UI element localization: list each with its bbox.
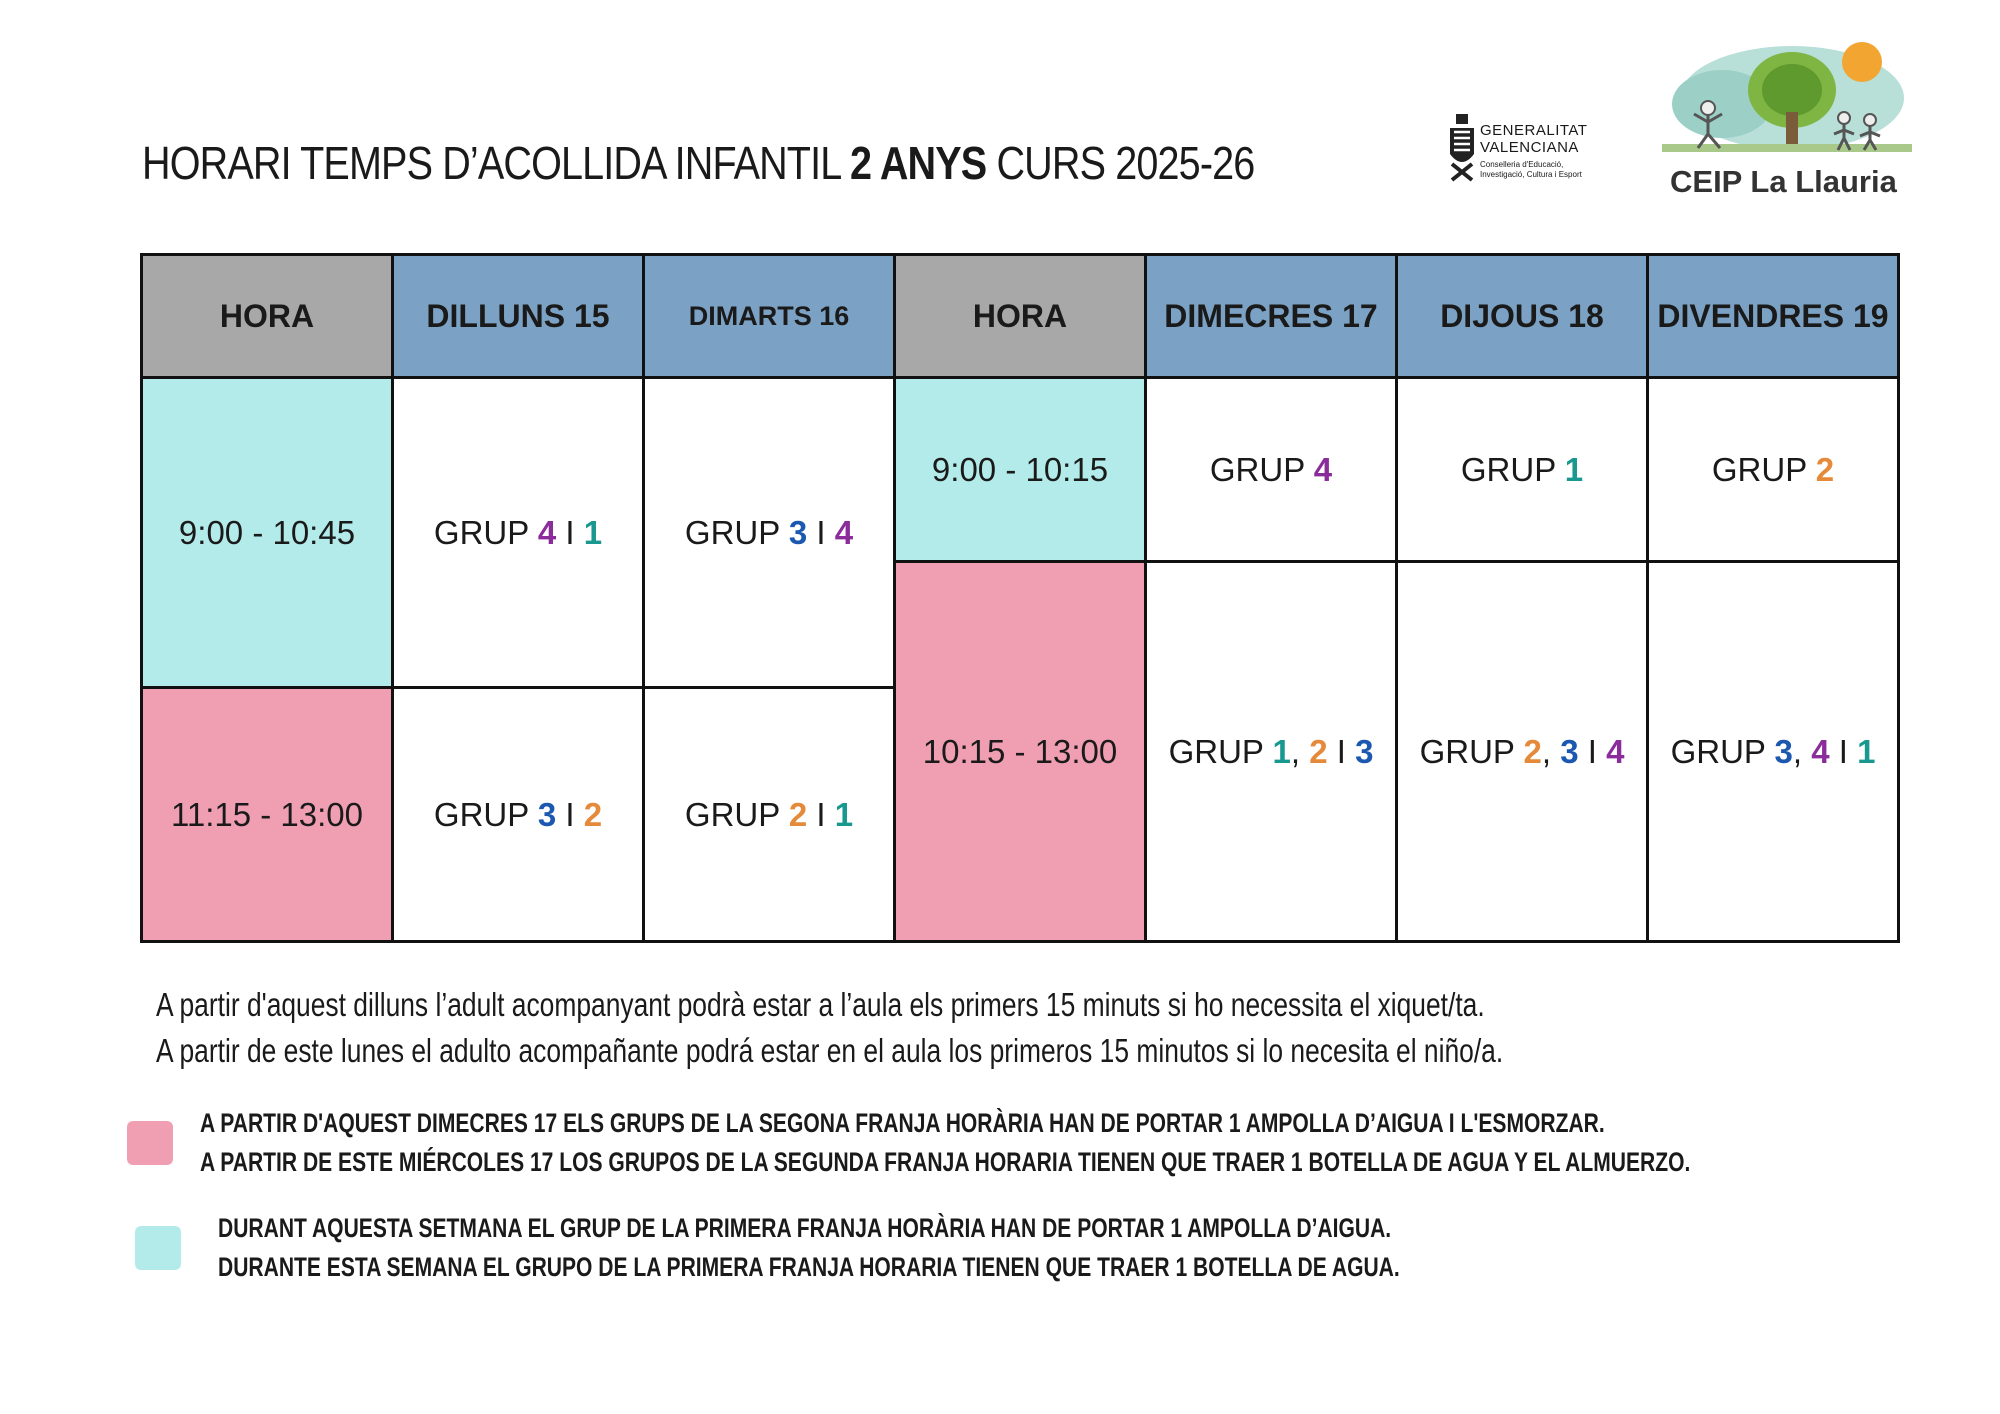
cell-mon-slot2: GRUP 3 I 2: [391, 686, 645, 943]
header-dimarts: DIMARTS 16: [642, 253, 896, 379]
header-divendres: DIVENDRES 19: [1646, 253, 1900, 379]
cell-tue-slot1: GRUP 3 I 4: [642, 376, 896, 689]
title-bold: 2 ANYS: [850, 137, 987, 189]
cell-thu-slot2: GRUP 2, 3 I 4: [1395, 560, 1649, 943]
header-hora-left: HORA: [140, 253, 394, 379]
time-slot-2-left: 11:15 - 13:00: [140, 686, 394, 943]
legend-pink-text: A PARTIR D'AQUEST DIMECRES 17 ELS GRUPS DE LA SEGONA FRANJA HORÀRIA HAN DE PORTAR 1 AMPOLLA D’AIGUA I L'ESMORZAR. A PARTIR DE ESTE MIÉRCOLES 17 LOS GRUPOS DE LA SEGUNDA FRANJA HORARIA TIENEN QUE TRAER 1 BOTELLA DE AGUA Y EL ALMUERZO.: [200, 1108, 1691, 1177]
cell-wed-slot1: GRUP 4: [1144, 376, 1398, 563]
cell-tue-slot2: GRUP 2 I 1: [642, 686, 896, 943]
school-logo: CEIP La Llauria: [1662, 34, 1912, 204]
note-spanish: A partir de este lunes el adulto acompañante podrá estar en el aula los primeros 15 minutos si lo necesita el niño/a.: [156, 1032, 1504, 1069]
schedule-table: [140, 253, 1900, 943]
time-slot-1-left: 9:00 - 10:45: [140, 376, 394, 689]
school-tree-icon: [1662, 34, 1912, 162]
header-dilluns: DILLUNS 15: [391, 253, 645, 379]
note-valencian: A partir d'aquest dilluns l’adult acompanyant podrà estar a l’aula els primers 15 minuts si ho necessita el xiquet/ta.: [156, 986, 1485, 1023]
header-dimecres: DIMECRES 17: [1144, 253, 1398, 379]
header-hora-right: HORA: [893, 253, 1147, 379]
header-dijous: DIJOUS 18: [1395, 253, 1649, 379]
time-slot-2-right: 10:15 - 13:00: [893, 560, 1147, 943]
generalitat-logo: GENERALITAT VALENCIANA Conselleria d'Educació, Investigació, Cultura i Esport: [1448, 112, 1598, 188]
time-slot-1-right: 9:00 - 10:15: [893, 376, 1147, 563]
cell-fri-slot2: GRUP 3, 4 I 1: [1646, 560, 1900, 943]
cell-fri-slot1: GRUP 2: [1646, 376, 1900, 563]
legend-cyan-swatch: [135, 1226, 181, 1270]
legend-cyan-text: DURANT AQUESTA SETMANA EL GRUP DE LA PRIMERA FRANJA HORÀRIA HAN DE PORTAR 1 AMPOLLA D’AIGUA. DURANTE ESTA SEMANA EL GRUPO DE LA PRIMERA FRANJA HORARIA TIENEN QUE TRAER 1 BOTELLA DE AGUA.: [218, 1213, 1400, 1282]
page-title: HORARI TEMPS D’ACOLLIDA INFANTIL 2 ANYS CURS 2025-26: [142, 137, 1255, 189]
cell-wed-slot2: GRUP 1, 2 I 3: [1144, 560, 1398, 943]
legend-pink-swatch: [127, 1121, 173, 1165]
generalitat-emblem-icon: [1448, 114, 1476, 184]
cell-thu-slot1: GRUP 1: [1395, 376, 1649, 563]
cell-mon-slot1: GRUP 4 I 1: [391, 376, 645, 689]
